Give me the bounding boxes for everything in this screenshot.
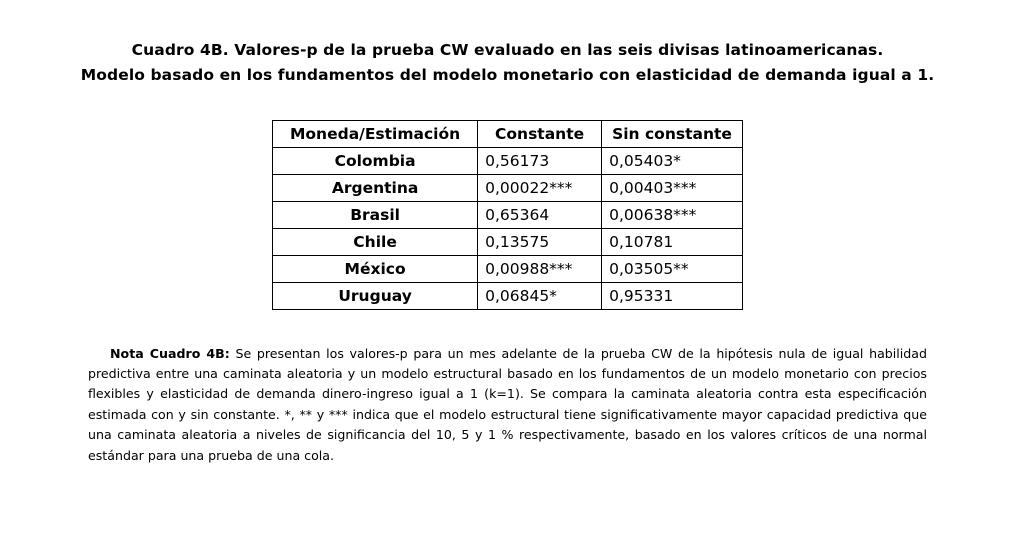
cell-sin-constante: 0,95331 [602,282,743,309]
table-row [273,228,743,255]
table-body [273,147,743,309]
table-row [273,147,743,174]
cell-currency: Argentina [273,174,478,201]
table-row [273,282,743,309]
cell-sin-constante: 0,03505** [602,255,743,282]
cell-constante: 0,06845* [478,282,602,309]
table-note [88,344,927,466]
table-header [273,120,743,147]
cell-constante: 0,00022*** [478,174,602,201]
table-row [273,174,743,201]
cell-sin-constante: 0,05403* [602,147,743,174]
cell-constante: 0,00988*** [478,255,602,282]
cell-currency: México [273,255,478,282]
cell-sin-constante: 0,00403*** [602,174,743,201]
note-text: Se presentan los valores-p para un mes adelante de la prueba CW de la hipótesis nula de igual habilidad predictiva entre una caminata aleatoria y un modelo estructural basado en los fundamentos de un modelo monetario con precios flexibles y elasticidad de demanda dinero-ingreso igual a 1 (k=1). Se compara la caminata aleatoria contra esta especificación estimada con y sin constante. *, ** y *** indica que el modelo estructural tiene significativamente mayor capacidad predictiva que una caminata aleatoria a niveles de significancia del 10, 5 y 1 % respectivamente, basado en los valores críticos de una normal estándar para una prueba de una cola. [88,345,927,463]
table-title-line-1: Cuadro 4B. Valores-p de la prueba CW evaluado en las seis divisas latinoamericanas. [131,41,884,59]
cell-sin-constante: 0,10781 [602,228,743,255]
column-header-sin-constante: Sin constante [602,120,743,147]
table-title [0,38,1015,88]
column-header-constante: Constante [478,120,602,147]
table-header-row [273,120,743,147]
cell-currency: Colombia [273,147,478,174]
table-row [273,201,743,228]
cell-currency: Uruguay [273,282,478,309]
note-label: Nota Cuadro 4B: [110,345,230,361]
cell-sin-constante: 0,00638*** [602,201,743,228]
cell-constante: 0,65364 [478,201,602,228]
table-container [0,120,1015,310]
cell-currency: Brasil [273,201,478,228]
cell-constante: 0,56173 [478,147,602,174]
document-page [0,38,1015,555]
cell-currency: Chile [273,228,478,255]
column-header-moneda: Moneda/Estimación [273,120,478,147]
table-row [273,255,743,282]
table-title-line-2: Modelo basado en los fundamentos del modelo monetario con elasticidad de demanda igual a 1. [80,65,935,84]
cell-constante: 0,13575 [478,228,602,255]
results-table [272,120,743,310]
